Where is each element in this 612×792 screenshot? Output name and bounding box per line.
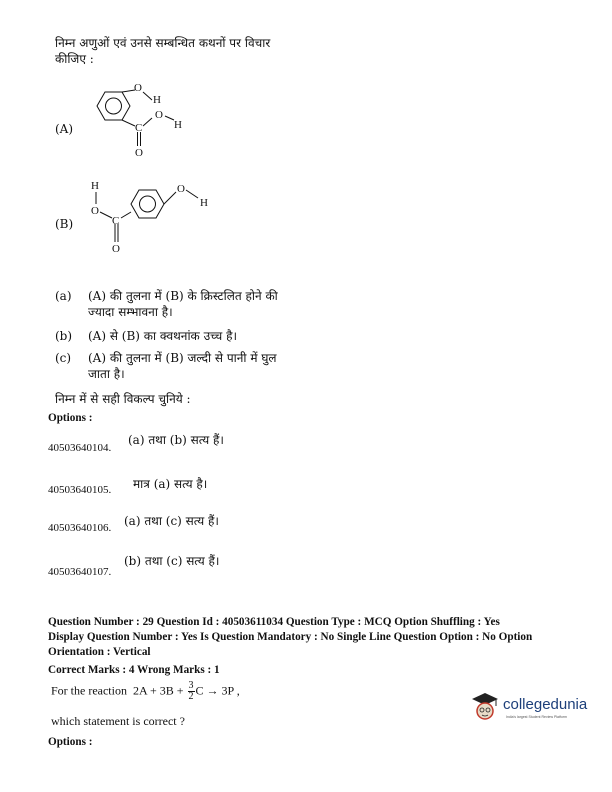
logo-tagline: India's largest Student Review Platform <box>506 715 567 719</box>
intro-line-2: कीजिए : <box>55 52 94 66</box>
statement-line: (A) की तुलना में (B) के क्रिस्टलित होने की <box>88 289 278 303</box>
atom-a-o2: O <box>155 109 163 121</box>
statement-c <box>55 350 378 382</box>
next-question-meta <box>48 615 603 678</box>
reaction-suffix: C → 3P , <box>195 683 240 698</box>
atom-b-h2: H <box>200 197 208 209</box>
meta-line: Display Question Number : Yes Is Question Mandatory : No Single Line Question Option : No Option <box>48 631 533 643</box>
statement-label: (b) <box>55 329 73 343</box>
next-options-heading: Options : <box>48 736 93 748</box>
atom-b-h1: H <box>91 180 99 192</box>
statement-line: (A) से (B) का क्वथनांक उच्च है। <box>88 329 238 343</box>
option-text: मात्र (a) सत्य है। <box>133 477 208 491</box>
atom-a-h1: H <box>153 94 161 106</box>
reaction-prefix: For the reaction 2A + 3B + <box>51 683 187 698</box>
instruction: निम्न में से सही विकल्प चुनिये : <box>55 392 191 406</box>
structure-a-diagram <box>80 80 210 160</box>
structure-b-diagram <box>80 172 230 257</box>
statement-label: (a) <box>55 289 72 303</box>
statement-line: (A) की तुलना में (B) जल्दी से पानी में घुल <box>88 351 277 365</box>
meta-line: Correct Marks : 4 Wrong Marks : 1 <box>48 664 220 676</box>
option-text: (b) तथा (c) सत्य हैं। <box>124 554 220 568</box>
structure-b-label: (B) <box>55 217 74 231</box>
option-text: (a) तथा (b) सत्य हैं। <box>128 433 224 447</box>
option-4[interactable] <box>48 554 368 580</box>
fraction-denominator: 2 <box>188 691 194 702</box>
statement-label: (c) <box>55 351 72 365</box>
atom-b-o2: O <box>112 243 120 255</box>
option-text: (a) तथा (c) सत्य हैं। <box>124 514 219 528</box>
option-id: 40503640107. <box>48 566 112 578</box>
option-2[interactable] <box>48 478 368 498</box>
structure-a-label: (A) <box>55 122 74 136</box>
question-intro <box>55 35 270 67</box>
atom-a-o1: O <box>134 82 142 94</box>
graduate-icon <box>470 690 500 724</box>
logo-name: collegedunia <box>503 696 588 713</box>
option-3[interactable] <box>48 516 368 536</box>
reaction-equation <box>51 681 240 702</box>
fraction <box>188 681 195 702</box>
next-question-text: which statement is correct ? <box>51 714 185 728</box>
meta-line: Orientation : Vertical <box>48 646 151 658</box>
option-id: 40503640105. <box>48 484 112 496</box>
collegedunia-logo <box>470 690 595 726</box>
atom-a-h2: H <box>174 119 182 131</box>
option-id: 40503640106. <box>48 522 112 534</box>
meta-line: Question Number : 29 Question Id : 40503611034 Question Type : MCQ Option Shuffling : Yes <box>48 616 500 628</box>
atom-b-o1: O <box>91 205 99 217</box>
statement-line: जाता है। <box>88 367 125 381</box>
statement-b <box>55 328 378 344</box>
statement-line: ज्यादा सम्भावना है। <box>88 305 173 319</box>
statement-a <box>55 288 378 320</box>
intro-line-1: निम्न अणुओं एवं उनसे सम्बन्धित कथनों पर विचार <box>55 36 271 50</box>
atom-a-c: C <box>135 122 143 134</box>
atom-b-o3: O <box>177 183 185 195</box>
option-id: 40503640104. <box>48 442 112 454</box>
option-1[interactable] <box>48 433 368 456</box>
atom-b-c: C <box>112 215 120 227</box>
options-heading: Options : <box>48 412 93 424</box>
fraction-numerator: 3 <box>188 680 194 691</box>
atom-a-o3: O <box>135 147 143 159</box>
